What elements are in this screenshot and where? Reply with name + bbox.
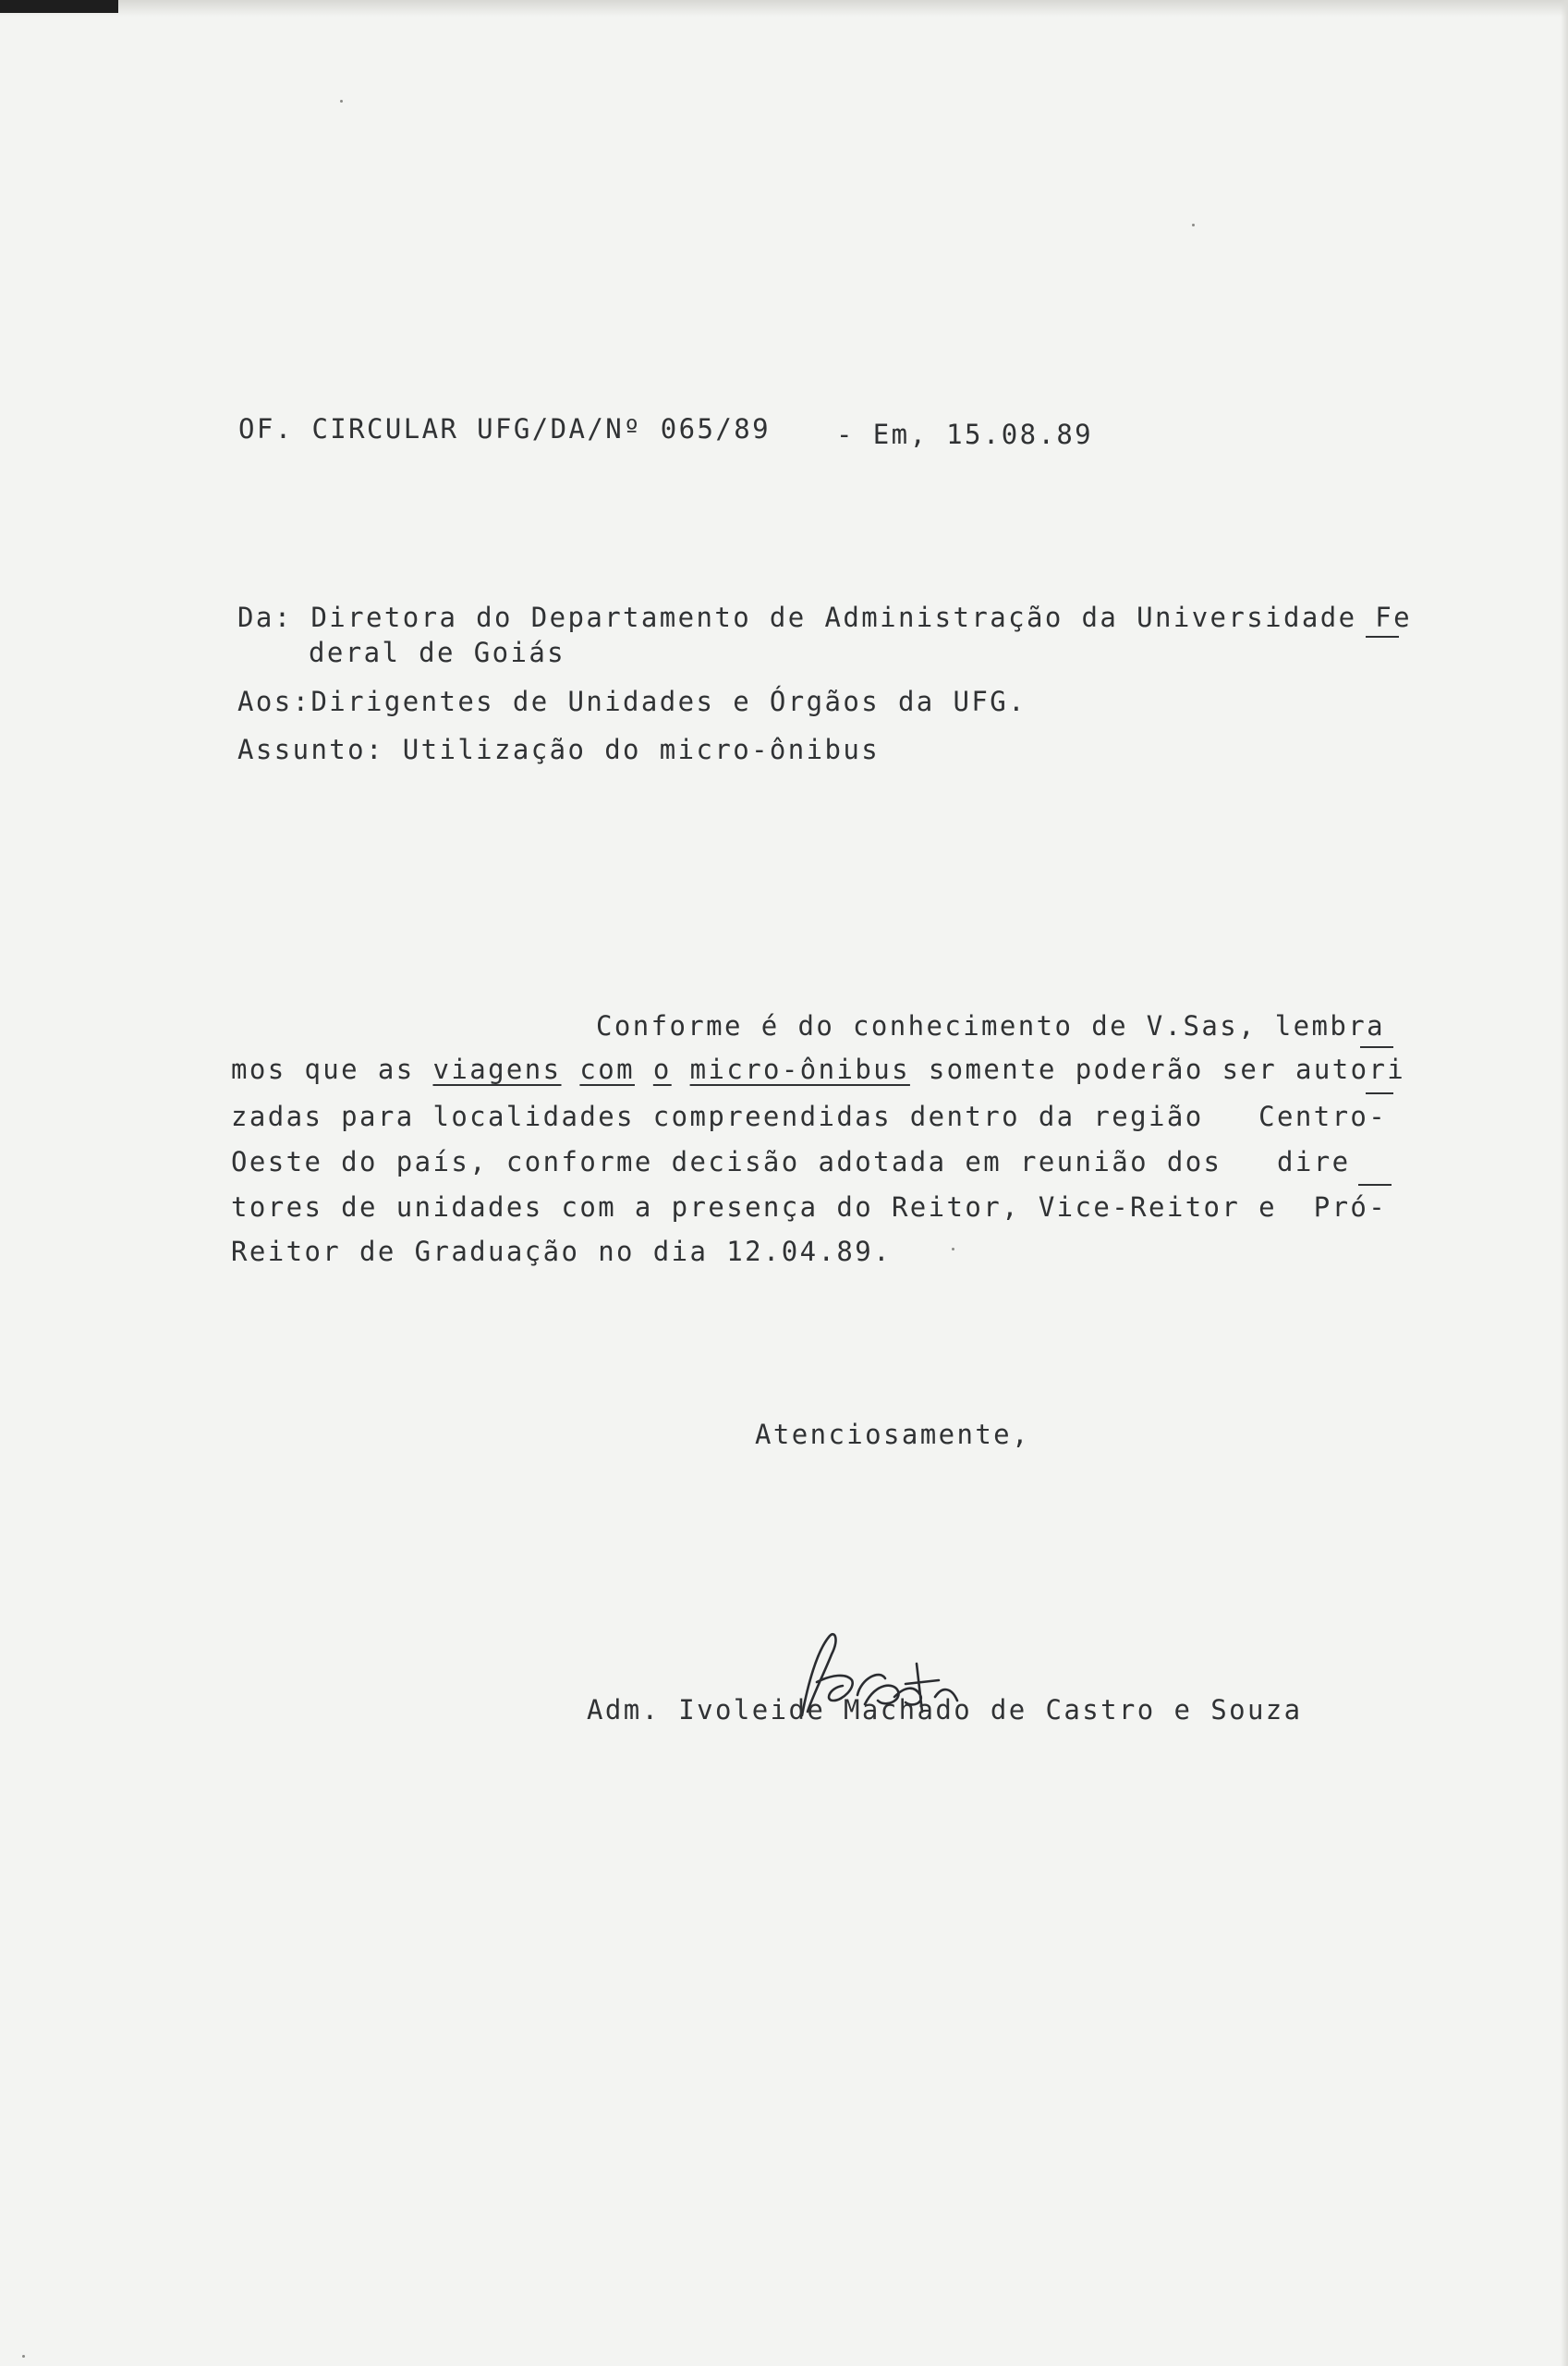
- scan-speck: [1192, 224, 1195, 226]
- body-line-underlined: [231, 1053, 1405, 1086]
- hyphen-mark: [1366, 1092, 1393, 1094]
- underlined-word: micro-ônibus: [689, 1054, 910, 1085]
- underlined-word: o: [652, 1054, 672, 1085]
- hyphen-mark: [1360, 1046, 1393, 1048]
- document-date: - Em, 15.08.89: [836, 419, 1094, 450]
- from-line: Da: Diretora do Departamento de Administração da Universidade Fe: [237, 602, 1413, 633]
- from-line-continued: deral de Goiás: [309, 637, 566, 668]
- hyphen-mark: [1366, 636, 1399, 638]
- scan-speck: [22, 2355, 25, 2358]
- salutation: Atenciosamente,: [755, 1419, 1030, 1450]
- body-line: tores de unidades com a presença do Reitor, Vice-Reitor e Pró-: [231, 1191, 1388, 1223]
- scan-speck: [952, 1248, 954, 1250]
- underlined-word: viagens: [432, 1054, 562, 1085]
- scan-shadow-right: [1561, 0, 1568, 2366]
- body-line: Oeste do país, conforme decisão adotada em reunião dos dire: [231, 1146, 1351, 1177]
- to-line: Aos:Dirigentes de Unidades e Órgãos da UFG.: [237, 686, 1027, 717]
- underlined-word: com: [579, 1054, 635, 1085]
- reference-number: OF. CIRCULAR UFG/DA/Nº 065/89: [238, 413, 771, 445]
- body-line: zadas para localidades compreendidas dentro da região Centro-: [231, 1101, 1388, 1132]
- signatory-name: Adm. Ivoleide Machado de Castro e Souza: [587, 1694, 1303, 1726]
- hyphen-mark: [1358, 1184, 1392, 1186]
- scan-corner-mark: [0, 0, 118, 13]
- body-line: Reitor de Graduação no dia 12.04.89.: [231, 1236, 892, 1267]
- body-text: mos que as: [231, 1054, 415, 1085]
- body-line: Conforme é do conhecimento de V.Sas, lembra: [596, 1010, 1385, 1042]
- scan-shadow-top: [0, 0, 1568, 17]
- subject-line: Assunto: Utilização do micro-ônibus: [237, 734, 881, 765]
- body-text: somente poderão ser autori: [928, 1054, 1406, 1085]
- scan-speck: [340, 100, 343, 103]
